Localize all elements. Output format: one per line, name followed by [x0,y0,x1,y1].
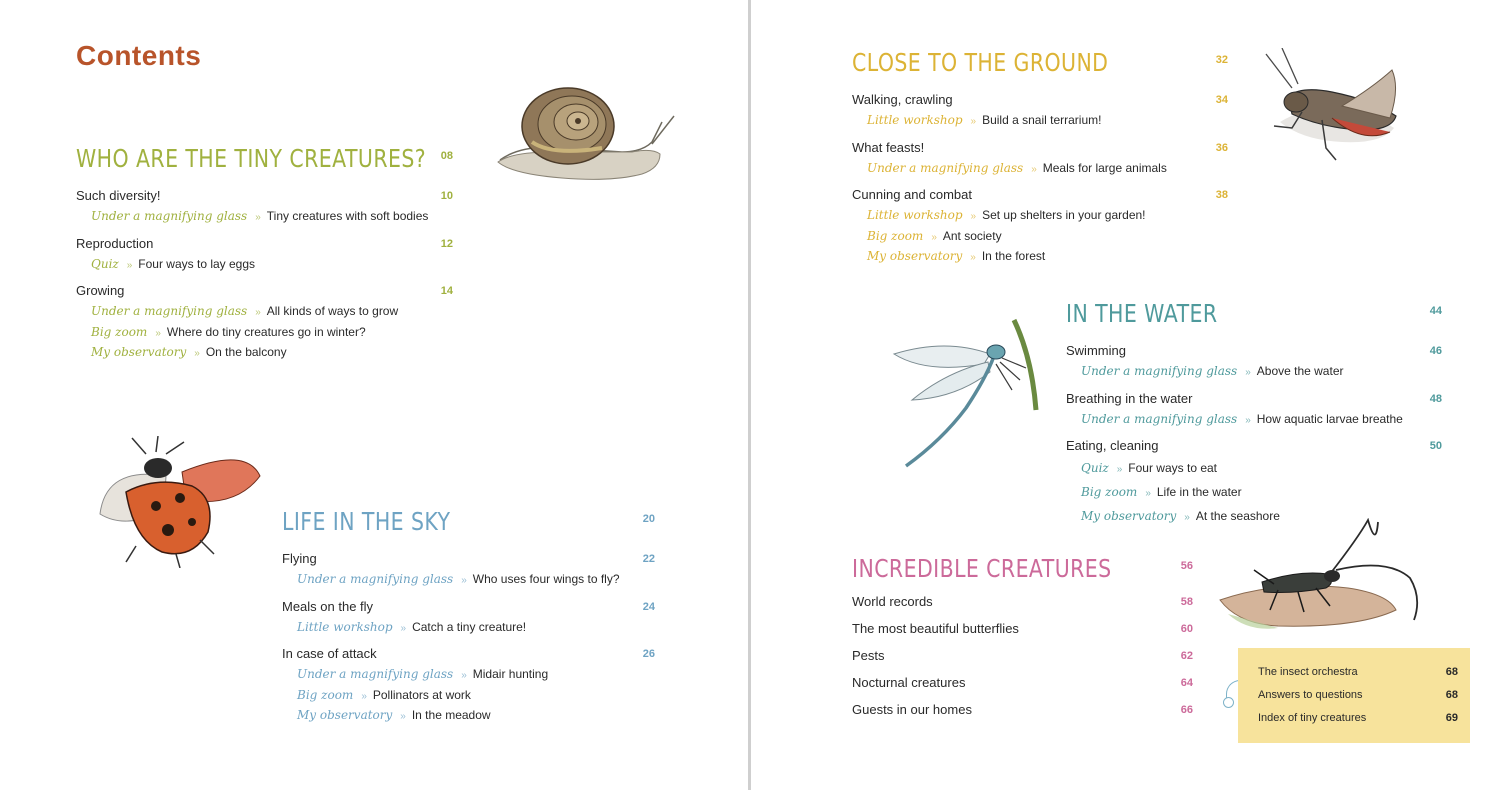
double-chevron-icon: » [461,575,467,586]
subtopic-text: At the seashore [1195,509,1280,523]
chapter-title: Walking, crawling [852,92,953,107]
contents-heading: Contents [76,40,202,71]
subtopic-tag: Quiz [91,256,119,271]
chapter-page-number: 14 [440,285,453,297]
chapter [1066,436,1442,531]
appendix-item-page: 69 [1445,712,1458,724]
double-chevron-icon: » [461,670,467,681]
subtopic-tag: Big zoom [867,228,924,243]
subtopic [852,227,1228,248]
subtopic-tag: Big zoom [91,324,148,339]
chapter-page-number: 50 [1429,440,1442,452]
subtopic [852,111,1228,132]
section-tiny-creatures [76,140,453,364]
section-page-number: 20 [642,513,655,525]
section-title: CLOSE TO THE GROUND [852,48,1109,77]
chapter [282,644,655,727]
subtopic-text: Where do tiny creatures go in winter? [166,324,366,339]
double-chevron-icon: » [970,116,977,127]
subtopic-tag: Under a magnifying glass [297,572,454,586]
section-life-in-the-sky [282,503,655,727]
appendix-item-page: 68 [1445,689,1458,701]
longhorn-beetle-illustration [1218,518,1430,640]
subtopic [852,159,1228,180]
section-title: WHO ARE THE TINY CREATURES? [76,144,427,173]
chapter [1066,341,1442,383]
subtopic-tag: My observatory [297,708,393,722]
section-close-to-the-ground [852,44,1228,268]
double-chevron-icon: » [970,211,977,222]
double-chevron-icon: » [155,327,161,339]
subtopic-tag: Big zoom [297,687,354,702]
firebug-illustration [96,436,262,568]
chapter [852,185,1228,268]
double-chevron-icon: » [400,622,407,634]
subtopic [282,570,655,591]
appendix-item-page: 68 [1445,666,1458,678]
chapter-title: Meals on the fly [282,598,374,614]
double-chevron-icon: » [931,231,937,243]
appendix-item-label: The insect orchestra [1258,666,1358,678]
subtopic-text: Build a snail terrarium! [982,113,1102,127]
appendix-tag-card [1238,648,1470,743]
subtopic-tag: My observatory [867,249,963,263]
double-chevron-icon: » [1145,488,1151,499]
subtopic [1066,362,1442,383]
chapter-page-number: 38 [1215,189,1228,201]
appendix-item [1258,664,1458,684]
subtopic-tag: Little workshop [867,113,963,127]
subtopic-text: How aquatic larvae breathe [1256,411,1403,426]
chapter [282,549,655,591]
subtopic-tag: My observatory [1081,509,1177,523]
double-chevron-icon: » [1245,367,1251,378]
chapter-title: Growing [76,283,125,298]
chapter [852,617,1193,644]
chapter-page-number: 10 [440,190,453,202]
double-chevron-icon: » [255,307,261,318]
chapter-title: Eating, cleaning [1066,438,1159,453]
chapter-page-number: 64 [1180,677,1193,689]
section-in-the-water [1066,295,1442,531]
subtopic [852,206,1228,227]
subtopic-text: On the balcony [205,345,287,359]
chapter-title: The most beautiful butterflies [852,621,1019,636]
chapter [852,698,1193,725]
chapter-title: In case of attack [282,646,377,661]
subtopic-text: All kinds of ways to grow [266,304,399,318]
double-chevron-icon: » [970,252,976,263]
chapter-page-number: 12 [440,237,453,250]
chapter [852,671,1193,698]
chapter-page-number: 62 [1180,650,1193,662]
subtopic [1066,457,1442,483]
appendix-item [1258,710,1458,730]
subtopic [282,665,655,686]
double-chevron-icon: » [1184,512,1190,523]
chapter-page-number: 58 [1180,596,1193,608]
section-title: LIFE IN THE SKY [282,507,451,536]
chapter-page-number: 34 [1215,94,1228,106]
appendix-item [1258,687,1458,707]
chapter-title: Breathing in the water [1066,390,1193,406]
subtopic [76,255,453,276]
subtopic-text: Midair hunting [472,667,549,681]
chapter [852,90,1228,132]
chapter-page-number: 66 [1180,704,1193,716]
section-title: IN THE WATER [1066,299,1218,328]
chapter-title: Guests in our homes [852,702,972,717]
chapter-title: Flying [282,551,317,566]
subtopic-text: Set up shelters in your garden! [982,208,1146,222]
chapter-title: Pests [852,648,885,663]
chapter-page-number: 26 [642,648,655,660]
subtopic-tag: My observatory [91,345,187,359]
subtopic-text: Pollinators at work [372,687,471,702]
double-chevron-icon: » [255,212,261,223]
subtopic-tag: Big zoom [1081,485,1138,499]
section-page-number: 08 [440,150,453,162]
grasshopper-illustration [1262,48,1404,164]
double-chevron-icon: » [361,690,367,702]
double-chevron-icon: » [1245,414,1251,426]
chapter [76,234,453,276]
chapter [76,186,453,228]
subtopic-tag: Under a magnifying glass [1081,411,1238,426]
chapter-page-number: 48 [1429,392,1442,405]
subtopic-text: Life in the water [1156,485,1242,499]
subtopic [282,618,655,639]
chapter [852,138,1228,180]
chapter-page-number: 46 [1429,345,1442,357]
chapter [852,644,1193,671]
chapter-title: Nocturnal creatures [852,675,966,690]
subtopic [76,207,453,228]
appendix-item-label: Answers to questions [1258,689,1363,701]
subtopic [76,343,453,364]
chapter-page-number: 36 [1215,141,1228,154]
subtopic-tag: Under a magnifying glass [1081,364,1238,378]
chapter-page-number: 60 [1180,623,1193,635]
chapter-page-number: 22 [642,553,655,565]
snail-illustration [492,82,678,190]
subtopic-text: Who uses four wings to fly? [472,572,620,586]
subtopic-tag: Little workshop [297,619,393,634]
chapter-title: What feasts! [852,139,925,155]
section-page-number: 56 [1180,560,1193,572]
subtopic [1066,483,1442,507]
chapter [852,590,1193,617]
subtopic-text: Four ways to eat [1128,461,1218,475]
subtopic-tag: Under a magnifying glass [91,304,248,318]
tag-hole [1223,697,1234,708]
chapter-title: Cunning and combat [852,187,972,202]
double-chevron-icon: » [400,711,406,722]
chapter-page-number: 24 [642,600,655,613]
subtopic-text: Above the water [1256,364,1344,378]
subtopic-text: Meals for large animals [1042,160,1167,175]
subtopic-tag: Quiz [1081,461,1109,475]
subtopic [76,323,453,344]
subtopic-text: Ant society [942,228,1002,243]
subtopic-text: In the meadow [411,708,491,722]
subtopic-tag: Under a magnifying glass [867,160,1024,175]
subtopic [282,706,655,727]
section-title: INCREDIBLE CREATURES [852,554,1112,583]
subtopic-text: Tiny creatures with soft bodies [266,209,429,223]
chapter [76,281,453,364]
double-chevron-icon: » [126,259,133,271]
subtopic-text: Four ways to lay eggs [138,256,256,271]
subtopic [76,302,453,323]
double-chevron-icon: » [194,348,200,359]
chapter-title: World records [852,594,933,609]
subtopic-text: Catch a tiny creature! [412,619,527,634]
subtopic-tag: Under a magnifying glass [91,209,248,223]
chapter [282,597,655,639]
damselfly-illustration [886,318,1046,472]
section-incredible-creatures [852,550,1193,725]
subtopic [282,686,655,707]
subtopic [1066,410,1442,431]
chapter-title: Reproduction [76,235,154,251]
double-chevron-icon: » [1031,163,1037,175]
subtopic [852,247,1228,268]
chapter [1066,389,1442,431]
appendix-item-label: Index of tiny creatures [1258,712,1367,724]
section-page-number: 32 [1215,54,1228,66]
chapter-title: Swimming [1066,343,1126,358]
section-page-number: 44 [1429,305,1442,317]
chapter-title: Such diversity! [76,188,161,203]
subtopic-tag: Little workshop [867,208,963,222]
double-chevron-icon: » [1116,464,1123,475]
subtopic-text: In the forest [981,249,1046,263]
subtopic-tag: Under a magnifying glass [297,667,454,681]
